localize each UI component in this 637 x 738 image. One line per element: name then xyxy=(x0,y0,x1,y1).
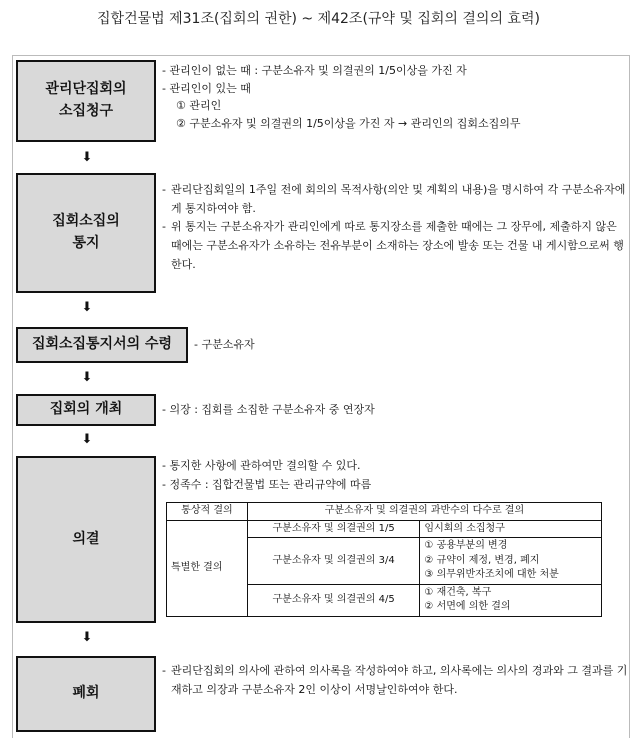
list-item: ① 공용부분의 변경 xyxy=(424,540,508,551)
table-cell: 통상적 결의 xyxy=(167,503,248,521)
step-description xyxy=(162,456,622,495)
step-box-convocation-request xyxy=(16,60,156,142)
step-label: 통지 xyxy=(72,235,100,251)
step-label: 집회소집의 xyxy=(52,213,120,230)
resolution-table xyxy=(166,502,602,617)
table-row xyxy=(167,520,602,538)
list-item: ③ 의무위반자조치에 대한 처분 xyxy=(424,569,559,580)
down-arrow-icon: ⬇ xyxy=(81,432,93,447)
table-cell: 구분소유자 및 의결권의 1/5 xyxy=(247,520,420,538)
step-box-resolution xyxy=(16,456,156,623)
down-arrow-icon: ⬇ xyxy=(81,300,93,315)
step-box-adjournment xyxy=(16,656,156,732)
desc-subline: ① 관리인 xyxy=(176,99,222,113)
desc-line: 관리단집회의 의사에 관하여 의사록을 작성하여야 하고, 의사록에는 의사의 경과와 그 결과를 기재하고 의장과 구분소유자 2인 이상이 서명날인하여야 한다. xyxy=(171,664,628,696)
step-label: 폐회 xyxy=(72,685,100,702)
step-box-notice-receipt xyxy=(16,327,188,363)
down-arrow-icon: ⬇ xyxy=(81,370,93,385)
step-label: 관리단집회의 xyxy=(45,81,127,98)
step-box-meeting-open xyxy=(16,394,156,426)
list-item: ② 서면에 의한 결의 xyxy=(424,601,511,612)
table-cell: 구분소유자 및 의결권의 3/4 xyxy=(247,538,420,585)
table-cell: 구분소유자 및 의결권의 4/5 xyxy=(247,584,420,616)
step-label: 집회의 개최 xyxy=(49,401,123,418)
list-item: ① 재건축, 복구 xyxy=(424,586,492,598)
desc-line: - 관리인이 있는 때 xyxy=(162,81,251,95)
table-cell xyxy=(420,538,602,585)
step-description xyxy=(162,62,624,132)
step-description: - 관리단집회의 의사에 관하여 의사록을 작성하여야 하고, 의사록에는 의사의 경과와 그 결과를 기재하고 의장과 구분소유자 2인 이상이 서명날인하여야 한다. xyxy=(162,664,628,696)
desc-line: - 통지한 사항에 관하여만 결의할 수 있다. xyxy=(162,459,361,472)
step-description: - 의장 : 집회를 소집한 구분소유자 중 연장자 xyxy=(162,403,375,416)
table-cell: 구분소유자 및 의결권의 과반수의 다수로 결의 xyxy=(247,503,601,521)
desc-line: - 정족수 : 집합건물법 또는 관리규약에 따름 xyxy=(162,478,372,492)
table-row xyxy=(167,503,602,521)
desc-line: 위 통지는 구분소유자가 관리인에게 따로 통지장소를 제출한 때에는 그 장무에, 제출하지 않은 때에는 구분소유자가 소유하는 전유부분이 소재하는 장소에 발송 또는 건물 내 게시함으로써 행한다. xyxy=(171,220,624,271)
step-description: - 구분소유자 xyxy=(194,338,255,351)
desc-line: - 관리인이 없는 때 : 구분소유자 및 의결권의 1/5이상을 가진 자 xyxy=(162,64,467,77)
page-title: 집합건물법 제31조(집회의 권한) ~ 제42조(규약 및 집회의 결의의 효력) xyxy=(97,11,540,27)
step-label: 의결 xyxy=(72,530,100,547)
down-arrow-icon: ⬇ xyxy=(81,630,93,645)
step-label: 소집청구 xyxy=(58,103,114,119)
down-arrow-icon: ⬇ xyxy=(81,150,93,165)
desc-subline: ② 구분소유자 및 의결권의 1/5이상을 가진 자 → 관리인의 집회소집의무 xyxy=(176,116,521,130)
list-item: ② 규약이 제정, 변경, 폐지 xyxy=(424,554,540,566)
desc-line: 관리단집회일의 1주일 전에 회의의 목적사항(의안 및 계획의 내용)을 명시하여 각 구분소유자에게 통지하여야 함. xyxy=(171,183,626,215)
step-label: 집회소집통지서의 수령 xyxy=(31,336,173,353)
table-cell: 임시회의 소집청구 xyxy=(420,520,602,538)
table-cell: 특별한 결의 xyxy=(167,520,248,616)
step-box-convocation-notice xyxy=(16,173,156,293)
table-cell xyxy=(420,584,602,616)
step-description: - 관리단집회일의 1주일 전에 회의의 목적사항(의안 및 계획의 내용)을 명시하여 각 구분소유자에게 통지하여야 함. - 위 통지는 구분소유자가 관리인에게 따로 통지장소를 제출한 때에는 그 장무에, 제출하지 않은 때에는 구분소유자가 소유하는 전유부분이 소재하는 장소에 발송 또는 건물 내 게시함으로써 행한다. xyxy=(162,183,626,271)
